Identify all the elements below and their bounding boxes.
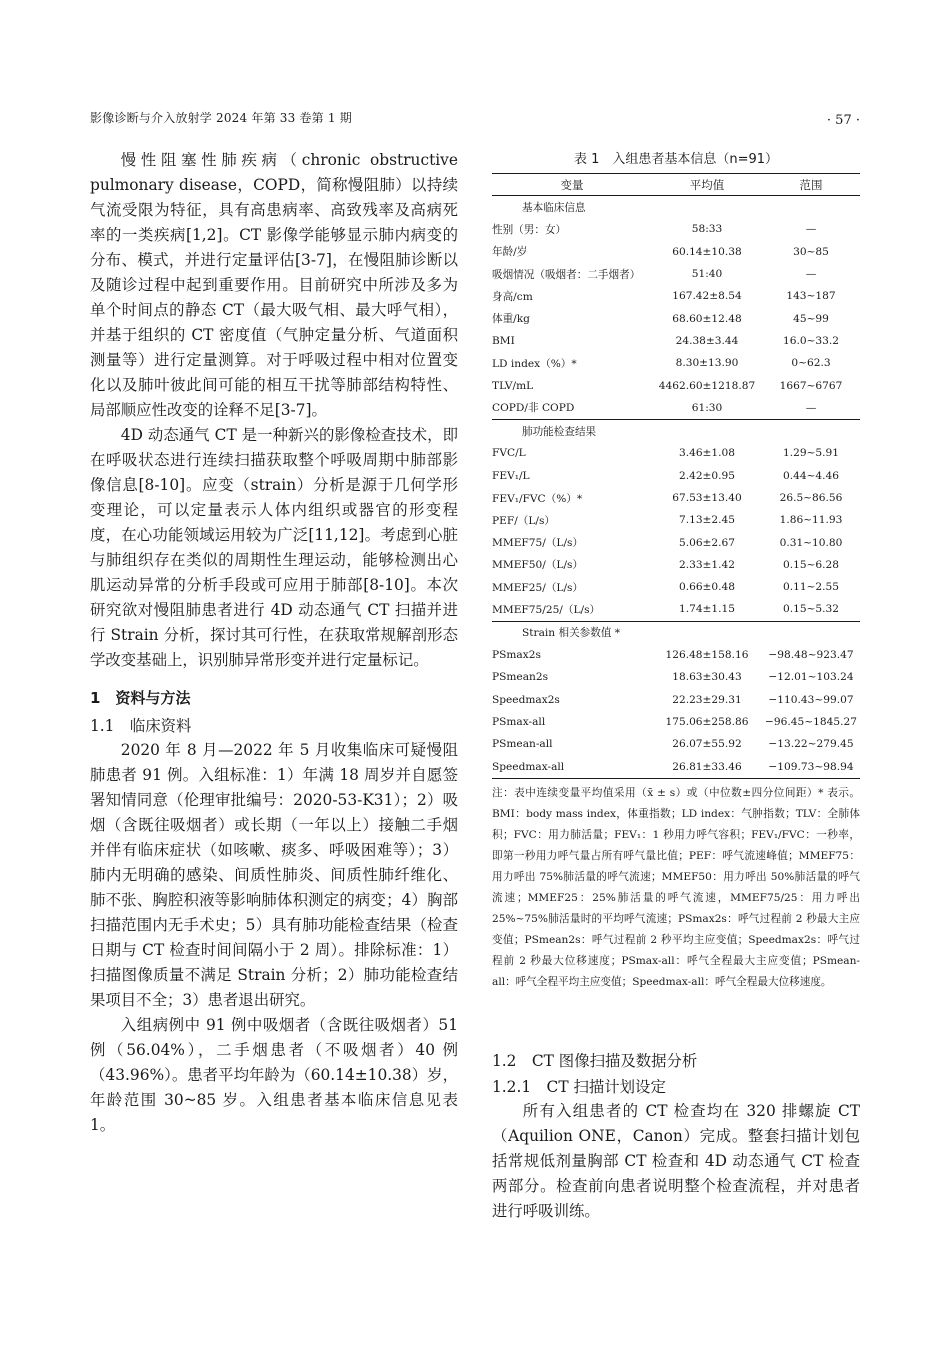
table-row [492,554,860,576]
table-cell-mean: 2.33±1.42 [678,558,736,571]
table-cell-variable: PSmax2s [492,649,541,662]
table-cell-range: −12.01~103.24 [768,671,854,684]
table-cell-mean: 58:33 [691,223,723,236]
table-cell-mean: 61:30 [691,401,723,414]
table-row [492,465,860,487]
table-cell-range: −96.45~1845.27 [765,715,857,728]
table-cell-range: — [805,401,817,414]
subsubsection-heading-scan-plan: 1.2.1 CT 扫描计划设定 [492,1078,666,1096]
table-row [492,487,860,509]
table-cell-variable: 吸烟情况（吸烟者：二手烟者） [492,268,641,281]
table-cell-mean: 0.66±0.48 [678,581,736,594]
table-row [492,330,860,352]
table-cell-variable: PSmean2s [492,671,549,684]
table-cell-variable: PSmax-all [492,715,546,728]
table-cell-mean: 126.48±158.16 [665,649,749,662]
table-cell-variable: PEF/（L/s） [492,514,556,527]
table-cell-variable: FEV₁/FVC（%）* [492,492,583,505]
table-cell-range: 143~187 [786,290,836,303]
table-title: 表 1 入组患者基本信息（n=91） [573,152,779,167]
clinical-paragraph: 2020 年 8 月—2022 年 5 月收集临床可疑慢阻肺患者 91 例。入组标准：1）年满 18 周岁并自愿签署知情同意（伦理审批编号：2020-53-K31）；2）吸烟（含既往吸烟者）或长期（一年以上）接触二手烟并伴有临床症状（如咳嗽、痰多、呼吸困难等）；3）肺内无明确的感染、间质性肺炎、间质性肺纤维化、肺不张、胸腔积液等影响肺体积测定的病变；4）胸部扫描范围内无手术史；5）具有肺功能检查结果（检查日期与 CT 检查时间间隔小于 2 周）。排除标准：1）扫描图像质量不满足 Strain 分析；2）肺功能检查结果项目不全；3）患者退出研究。 [90,741,458,1009]
table-cell-variable: COPD/非 COPD [492,402,575,415]
table-cell-mean: 24.38±3.44 [675,334,739,347]
table-cell-mean: 3.46±1.08 [678,447,736,460]
table-cell-range: −109.73~98.94 [762,755,860,778]
table-cell-range: 0.15~5.32 [782,603,840,616]
ct-paragraph: 所有入组患者的 CT 检查均在 320 排螺旋 CT（Aquilion ONE，Canon）完成。整套扫描计划包括常规低剂量胸部 CT 检查和 4D 动态通气 CT 检查两部分。检查前向患者说明整个检查流程，并对患者进行呼吸训练。 [492,1102,860,1220]
table-row [492,285,860,307]
table-cell-range: 0~62.3 [791,357,831,370]
table-header-range: 范围 [762,174,860,196]
table-header-variable: 变量 [492,174,652,196]
table-cell-range: 0.15~6.28 [782,558,840,571]
table-cell-range: −13.22~279.45 [768,738,854,751]
table-row [492,733,860,755]
table-cell-mean: 5.06±2.67 [678,536,736,549]
table-cell-mean: 8.30±13.90 [675,357,739,370]
intro-paragraph-1: 慢性阻塞性肺疾病（chronic obstructive pulmonary disease，COPD，简称慢阻肺）以持续气流受限为特征，具有高患病率、高致残率及高病死率的一类疾病[1,2]。CT 影像学能够显示肺内病变的分布、模式，并进行定量评估[3-7]，在慢阻肺诊断以及随诊过程中起到重要作用。目前研究中所涉及多为单个时间点的静态 CT（最大吸气相、最大呼气相），并基于组织的 CT 密度值（气肿定量分析、气道面积测量等）进行定量测算。对于呼吸过程中相对位置变化以及肺叶彼此间可能的相互干扰等肺部结构特性、局部顺应性改变的诠释不足[3-7]。 [90,151,458,419]
table-cell-range: 16.0~33.2 [782,334,840,347]
table-row [492,666,860,688]
table-row [492,307,860,329]
table-group-row [492,196,860,219]
table-cell-variable: FEV₁/L [492,469,530,482]
table-cell-mean: 26.07±55.92 [672,738,742,751]
table-cell-range: 0.11~2.55 [782,581,840,594]
table-cell-variable: TLV/mL [492,379,534,392]
table-cell-mean: 67.53±13.40 [672,492,742,504]
table-cell-mean: 26.81±33.46 [652,755,762,778]
table-cell-variable: Speedmax-all [492,755,652,778]
table-row [492,598,860,621]
table-cell-mean: 18.63±30.43 [672,671,742,684]
table-cell-range: 1.29~5.91 [782,447,840,460]
table-header-row [492,174,860,196]
table-cell-mean: 167.42±8.54 [672,290,742,303]
table-cell-range: — [805,268,817,281]
table-cell-range: 0.31~10.80 [779,536,843,549]
table-cell-range: 1667~6767 [779,379,843,392]
section-heading-methods: 1 资料与方法 [90,689,191,707]
left-column [90,148,458,1138]
table-cell-variable: 身高/cm [492,290,533,303]
table-row [492,644,860,666]
table-cell-mean: 4462.60±1218.87 [658,379,756,392]
table-group-row [492,621,860,644]
table-cell-mean: 51:40 [691,268,723,281]
table-cell-variable: BMI [492,334,515,347]
journal-name: 影像诊断与介入放射学 2024 年第 33 卷第 1 期 [90,111,352,125]
table-header-mean: 平均值 [652,174,762,196]
table-cell-range: — [805,223,817,236]
table-cell-range: −110.43~99.07 [768,693,854,706]
table-cell-mean: 175.06±258.86 [665,715,749,728]
table-row [492,263,860,285]
table-row [492,576,860,598]
table-cell-variable: LD index（%）* [492,357,577,370]
right-column [492,148,860,993]
table-group-label: Strain 相关参数值 * [492,621,860,644]
table-cell-mean: 2.42±0.95 [678,469,736,482]
table-cell-mean: 68.60±12.48 [672,312,742,325]
table-group-row [492,419,860,442]
table-cell-range: 30~85 [793,245,829,258]
table-cell-range: 26.5~86.56 [779,492,843,504]
table-cell-range: −98.48~923.47 [768,649,854,662]
table-cell-variable: MMEF75/25/（L/s） [492,603,601,616]
patient-info-table [492,173,860,779]
table-row [492,218,860,240]
table-group-label: 基本临床信息 [522,201,586,214]
table-cell-variable: MMEF25/（L/s） [492,581,584,594]
table-row [492,755,860,778]
table-cell-range: 45~99 [793,312,829,325]
table-row [492,531,860,553]
table-cell-mean: 22.23±29.31 [672,693,742,706]
table-row [492,374,860,396]
table-cell-variable: MMEF75/（L/s） [492,537,584,550]
table-row [492,397,860,420]
table-row [492,509,860,531]
table-cell-variable: Speedmax2s [492,693,560,706]
cohort-paragraph: 入组病例中 91 例中吸烟者（含既往吸烟者）51 例（56.04%），二手烟患者（不吸烟者）40 例（43.96%）。患者平均年龄为（60.14±10.38）岁，年龄范围 30~85 岁。入组患者基本临床信息见表 1。 [90,1016,458,1134]
table-cell-variable: PSmean-all [492,738,553,751]
table-row [492,442,860,464]
table-cell-mean: 60.14±10.38 [672,245,742,258]
table-cell-mean: 7.13±2.45 [678,514,736,527]
table-cell-variable: MMEF50/（L/s） [492,559,584,572]
subsection-heading-ct: 1.2 CT 图像扫描及数据分析 [492,1052,698,1070]
table-note: 注：表中连续变量平均值采用（x̄ ± s）或（中位数±四分位间距）* 表示。BMI：body mass index，体重指数；LD index：气肿指数；TLV：全肺体积；FVC：用力肺活量；FEV₁：1 秒用力呼气容积；FEV₁/FVC：一秒率，即第一秒用力呼气量占所有呼气量比值；PEF：呼气流速峰值；MMEF75：用力呼出 75%肺活量的呼气流速；MMEF50：用力呼出 50%肺活量的呼气流速；MMEF25：25%肺活量的呼气流速，MMEF75/25：用力呼出 25%~75%肺活量时的平均呼气流速；PSmax2s：呼气过程前 2 秒最大主应变值；PSmean2s：呼气过程前 2 秒平均主应变值；Speedmax2s：呼气过程前 2 秒最大位移速度；PSmax-all：呼气全程最大主应变值；PSmean-all：呼气全程平均主应变值；Speedmax-all：呼气全程最大位移速度。 [492,786,860,988]
table-row [492,352,860,374]
table-cell-variable: 年龄/岁 [492,246,528,259]
table-body [492,196,860,779]
table-group-label: 肺功能检查结果 [492,419,860,442]
table-cell-range: 0.44~4.46 [782,469,840,482]
table-cell-range: 1.86~11.93 [779,514,843,527]
subsection-heading-clinical: 1.1 临床资料 [90,717,192,735]
table-cell-variable: FVC/L [492,447,526,460]
table-row [492,689,860,711]
page-number: · 57 · [826,113,860,128]
table-cell-mean: 1.74±1.15 [678,603,736,616]
table-row [492,241,860,263]
intro-paragraph-2: 4D 动态通气 CT 是一种新兴的影像检查技术，即在呼吸状态进行连续扫描获取整个呼吸周期中肺部影像信息[8-10]。应变（strain）分析是源于几何学形变理论，可以定量表示人体内组织或器官的形变程度，在心功能领域运用较为广泛[11,12]。考虑到心脏与肺组织存在类似的周期性生理运动，能够检测出心肌运动异常的分析手段或可应用于肺部[8-10]。本次研究欲对慢阻肺患者进行 4D 动态通气 CT 扫描并进行 Strain 分析，探讨其可行性，在获取常规解剖形态学改变基础上，识别肺异常形变并进行定量标记。 [90,426,458,669]
table-cell-variable: 性别（男：女） [492,223,567,236]
table-cell-variable: 体重/kg [492,313,530,326]
right-column-sections [492,1045,860,1224]
table-row [492,711,860,733]
